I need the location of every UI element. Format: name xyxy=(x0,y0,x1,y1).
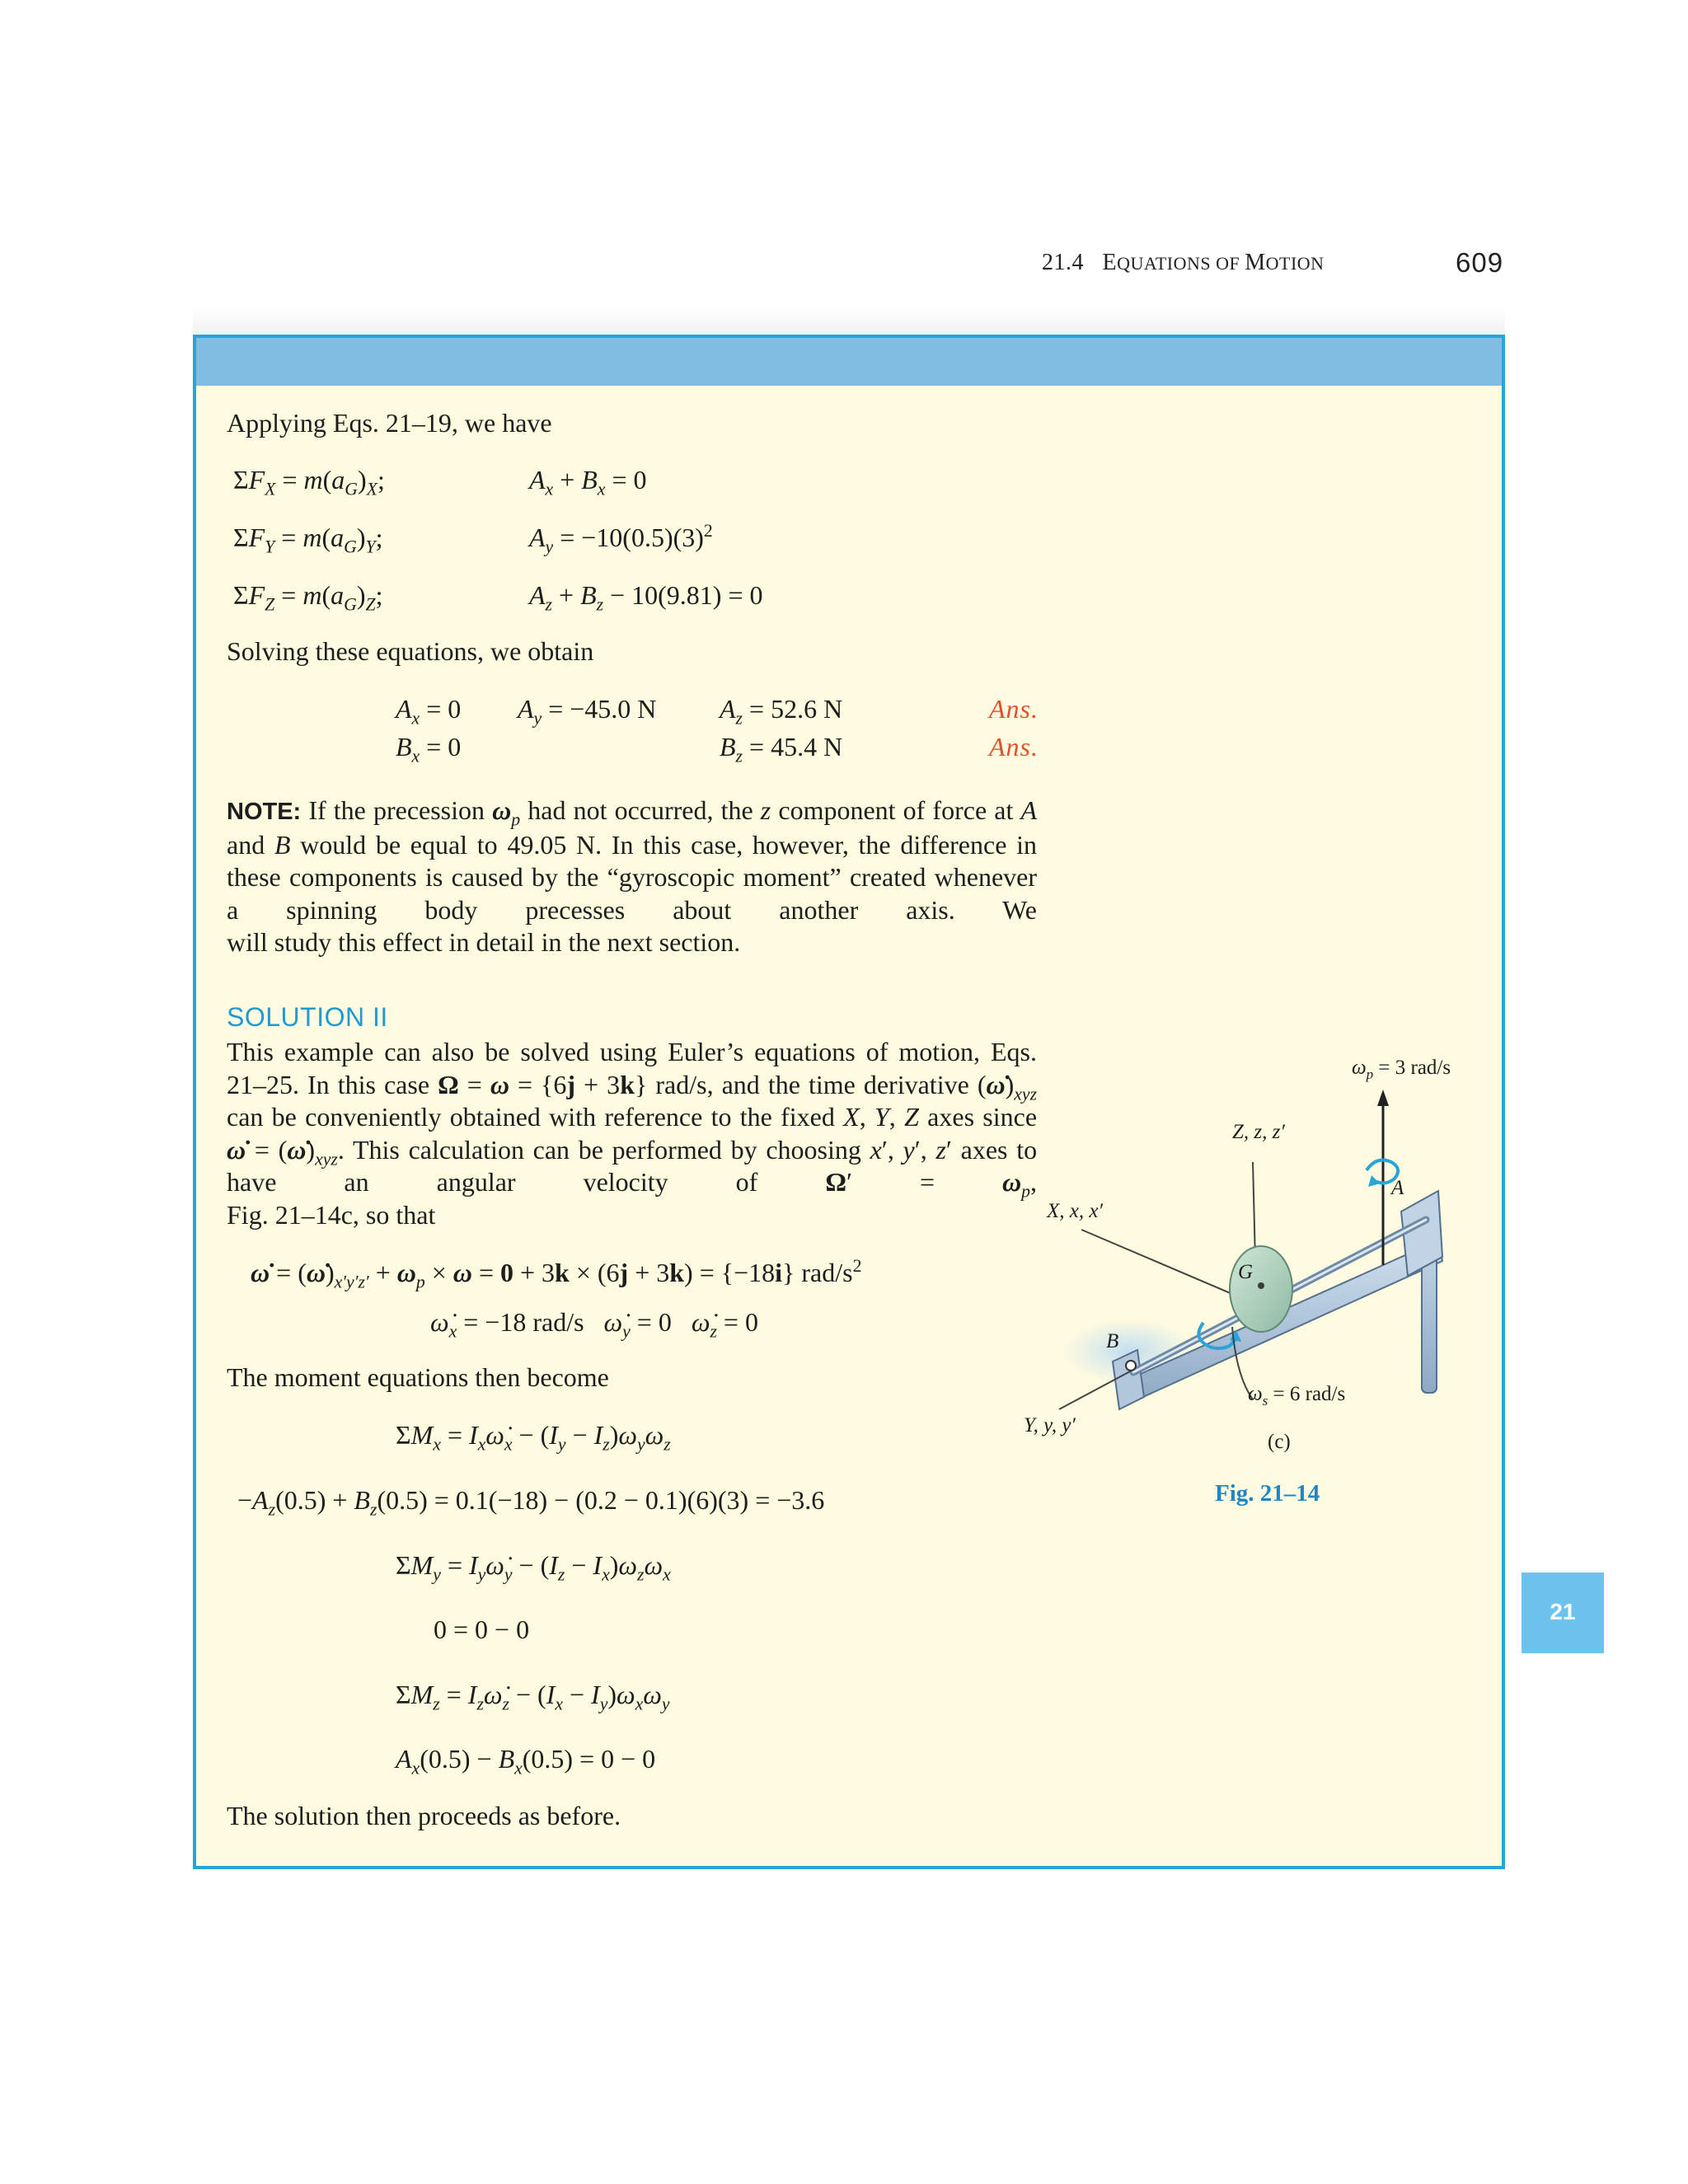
answer-bz: $B_z = 45.4$ N xyxy=(720,732,843,766)
section-title-initial-m: M xyxy=(1245,250,1266,275)
eq-omega-dot: ω̇ = $(\omegȧ)_{x'y'z'} + \omega_p \times \omega = 0 + 3k \times (6j + 3k) = \{-18i\}$ rad/$s^2$ xyxy=(251,1256,862,1292)
figure-caption: Fig. 21–14 xyxy=(1215,1480,1320,1507)
example-box-header-band xyxy=(196,338,1502,386)
eq-sum-fy-label: $\Sigma F_Y = m(a_G)_Y$; xyxy=(233,523,383,557)
eq-mz-numeric: $A_x(0.5) - B_x(0.5) = 0 - 0$ xyxy=(396,1744,656,1779)
intro-line: Applying Eqs. 21–19, we have xyxy=(227,408,552,438)
eq-sum-fy: $A_y = -10(0.5)(3)^2$ xyxy=(529,521,713,557)
label-omega-p: $\omega_p = 3$ rad/s xyxy=(1352,1057,1451,1082)
page-number: 609 xyxy=(1456,247,1504,278)
eq-sum-fz: $A_z + B_z - 10(9.81) = 0$ xyxy=(529,580,763,615)
box-top-shade xyxy=(193,305,1505,335)
eq-sum-fz-label: $\Sigma F_Z = m(a_G)_Z$; xyxy=(233,580,383,615)
label-omega-s: $\omega_s = 6$ rad/s xyxy=(1248,1383,1346,1408)
section-title-initial-e: E xyxy=(1102,250,1118,275)
figure-21-14c xyxy=(1014,1055,1508,1516)
answer-az: $A_z = 52.6$ N xyxy=(720,694,843,729)
eq-my-numeric: 0 = 0 − 0 xyxy=(434,1615,530,1644)
eq-sum-mx: $\Sigma M_x$ = $I_x\omegȧ_x - (I_y - I_z)\omega_y\omega_z$ xyxy=(396,1420,671,1455)
chapter-tab xyxy=(1522,1572,1604,1653)
running-header xyxy=(1042,250,1325,276)
eq-omega-dot-components: $\omegȧ_x = -18$ rad/s $\omegȧ_y = 0$ $\omegȧ_z = 0$ xyxy=(430,1307,758,1342)
label-z-axis: Z, z, z′ xyxy=(1232,1121,1285,1143)
label-point-b: B xyxy=(1106,1330,1119,1352)
note-label: NOTE: xyxy=(227,799,302,825)
answer-bx: $B_x = 0$ xyxy=(396,732,462,766)
left-support xyxy=(1113,1350,1144,1409)
solution-ii-heading: SOLUTION II xyxy=(227,1002,388,1032)
eq-sum-my: $\Sigma M_y$ = $I_y\omegȧ_y - (I_z - I_x)\omega_z\omega_x$ xyxy=(396,1550,671,1585)
ans-label-2: Ans. xyxy=(989,732,1039,762)
disk-center-g xyxy=(1258,1282,1264,1289)
eq-mx-numeric: $-A_z(0.5) + B_z(0.5) = 0.1(-18) - (0.2 - 0.1)(6)(3) = -3.6$ xyxy=(237,1485,825,1520)
eq-sum-mz: $\Sigma M_z$ = $I_z\omegȧ_z - (I_x - I_y)\omega_x\omega_y$ xyxy=(396,1680,670,1714)
moment-line: The moment equations then become xyxy=(227,1362,609,1392)
section-title-part-1: QUATIONS OF xyxy=(1117,253,1245,274)
label-point-a: A xyxy=(1391,1177,1404,1199)
label-point-g: G xyxy=(1238,1261,1254,1283)
label-y-axis: Y, y, y′ xyxy=(1024,1414,1076,1436)
solution-ii-paragraph: This example can also be solved using Euler’s equations of motion, Eqs. 21–25. In this case Ω = ω = {6j + 3k} rad/s, and the time derivative $(\omegȧ)_{xyz}$ can be conveniently obtained with reference to the fixed X, Y, Z axes since ω̇ = $(\omegȧ)_{xyz}$. This calculation can be performed by choosing x′, y′, z′ axes to have an angular velocity of $\Omega' = \omega_p$, Fig. 21–14c, so that xyxy=(227,1037,1038,1230)
eq-sum-fx: $A_x + B_x = 0$ xyxy=(529,465,647,499)
bearing-b xyxy=(1126,1361,1136,1371)
eq-sum-fx-label: $\Sigma F_X = m(a_G)_X$; xyxy=(233,465,385,499)
section-number: 21.4 xyxy=(1042,250,1084,275)
section-title-part-2: OTION xyxy=(1265,253,1325,274)
ans-label-1: Ans. xyxy=(989,694,1039,724)
precession-arrowhead xyxy=(1377,1090,1389,1106)
figure-sub-label: (c) xyxy=(1268,1431,1291,1453)
note-paragraph: NOTE: If the precession $\omega_p$ had not occurred, the z component of force at A and B would be equal to 49.05 N. In this case, however, the difference in these components is caused by the “gyroscopic moment” created whenever a spinning body precesses about another axis. We will study this effect in detail in the next section. xyxy=(227,795,1038,957)
answer-ay: $A_y = -45.0$ N xyxy=(518,694,657,729)
final-line: The solution then proceeds as before. xyxy=(227,1801,621,1830)
chapter-tab-number: 21 xyxy=(1550,1599,1576,1624)
solving-line: Solving these equations, we obtain xyxy=(227,636,594,666)
label-x-axis: X, x, x′ xyxy=(1047,1200,1103,1222)
answer-ax: $A_x = 0$ xyxy=(396,694,462,729)
